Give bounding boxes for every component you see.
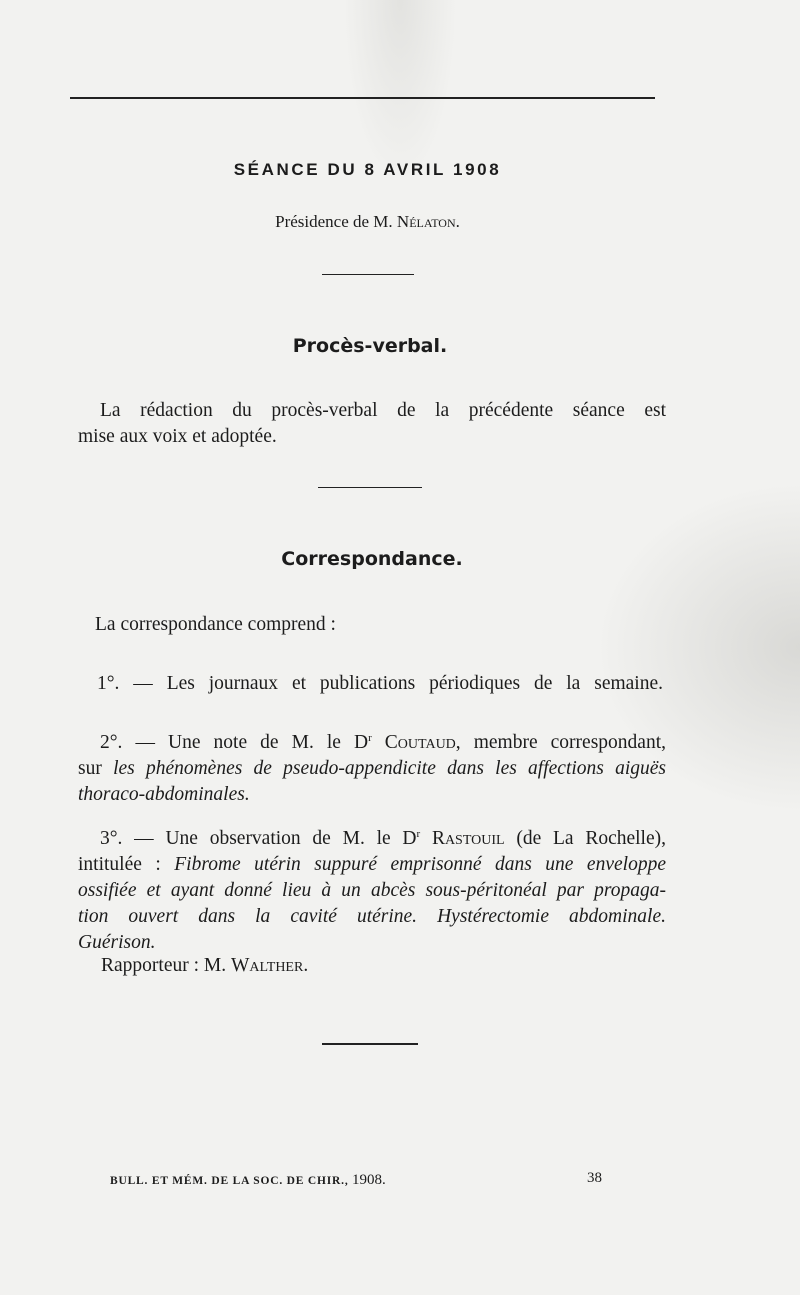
top-rule	[70, 97, 655, 99]
item-3-title-part-4: Guérison.	[78, 932, 156, 953]
correspondance-intro-text: La correspondance comprend :	[95, 614, 336, 635]
correspondance-item-1	[97, 671, 663, 697]
footer-journal: BULL. ET MÉM. DE LA SOC. DE CHIR.,	[110, 1175, 349, 1187]
separator-rule	[322, 274, 414, 275]
item-2-line-3	[78, 782, 666, 808]
separator-rule	[318, 487, 422, 488]
presidence-prefix: Présidence de M.	[275, 212, 397, 231]
item-2-prefix: 2°. — Une note de M. le D	[100, 732, 369, 753]
correspondance-heading: Correspondance.	[281, 548, 463, 570]
item-2-line-2	[78, 756, 666, 782]
presidence-suffix: .	[455, 212, 460, 231]
separator-rule	[322, 1043, 418, 1045]
rapporteur-line	[101, 953, 689, 979]
item-3-prefix: 3°. — Une observation de M. le D	[100, 828, 417, 849]
president-name: Nélaton	[396, 212, 456, 231]
proces-verbal-line-2: mise aux voix et adoptée.	[78, 426, 277, 447]
presidence-line	[0, 212, 735, 232]
item-2-author: Coutaud	[384, 732, 456, 753]
item-3-after-name: (de La Rochelle),	[504, 828, 667, 849]
item-3-title-part-2: ossifiée et ayant donné lieu à un abcès sous-péritonéal par propaga-	[78, 880, 666, 901]
proces-verbal-line-1: La rédaction du procès-verbal de la précédente séance est	[100, 400, 666, 421]
item-3-title-part-1: Fibrome utérin suppuré emprisonné dans une enveloppe	[174, 854, 666, 875]
item-2-title-part-2: thoraco-abdominales.	[78, 784, 250, 805]
item-2-line-2-prefix: sur	[78, 758, 114, 779]
correspondance-intro	[95, 612, 655, 638]
footer-source	[110, 1172, 610, 1189]
item-3-author: Rastouil	[431, 828, 505, 849]
item-1-text: 1°. — Les journaux et publications périodiques de la semaine.	[97, 673, 663, 694]
correspondance-item-3	[78, 826, 666, 956]
rapporteur-name: Walther	[230, 955, 304, 976]
item-3-line-3	[78, 878, 666, 904]
item-2-sup: r	[368, 732, 372, 744]
page-number: 38	[587, 1170, 602, 1186]
item-3-sup: r	[416, 828, 421, 840]
item-3-line-2-prefix: intitulée :	[78, 854, 175, 875]
proces-verbal-paragraph	[78, 398, 666, 450]
item-3-line-1	[78, 826, 666, 852]
rapporteur-text	[101, 953, 689, 979]
item-3-line-2	[78, 852, 666, 878]
item-2-title-part-1: les phénomènes de pseudo-appendicite dans les affections aiguës	[113, 758, 666, 779]
session-title: SÉANCE DU 8 AVRIL 1908	[233, 160, 502, 179]
proces-verbal-heading: Procès-verbal.	[292, 335, 448, 357]
rapporteur-prefix: Rapporteur : M.	[101, 955, 231, 976]
correspondance-item-2	[78, 730, 666, 808]
item-3-line-4	[78, 904, 666, 930]
item-2-line-1	[78, 730, 666, 756]
footer-year: 1908.	[352, 1172, 386, 1188]
rapporteur-suffix: .	[303, 955, 309, 976]
item-2-after-name: , membre correspondant,	[455, 732, 666, 753]
item-3-title-part-3: tion ouvert dans la cavité utérine. Hystérectomie abdominale.	[78, 906, 666, 927]
